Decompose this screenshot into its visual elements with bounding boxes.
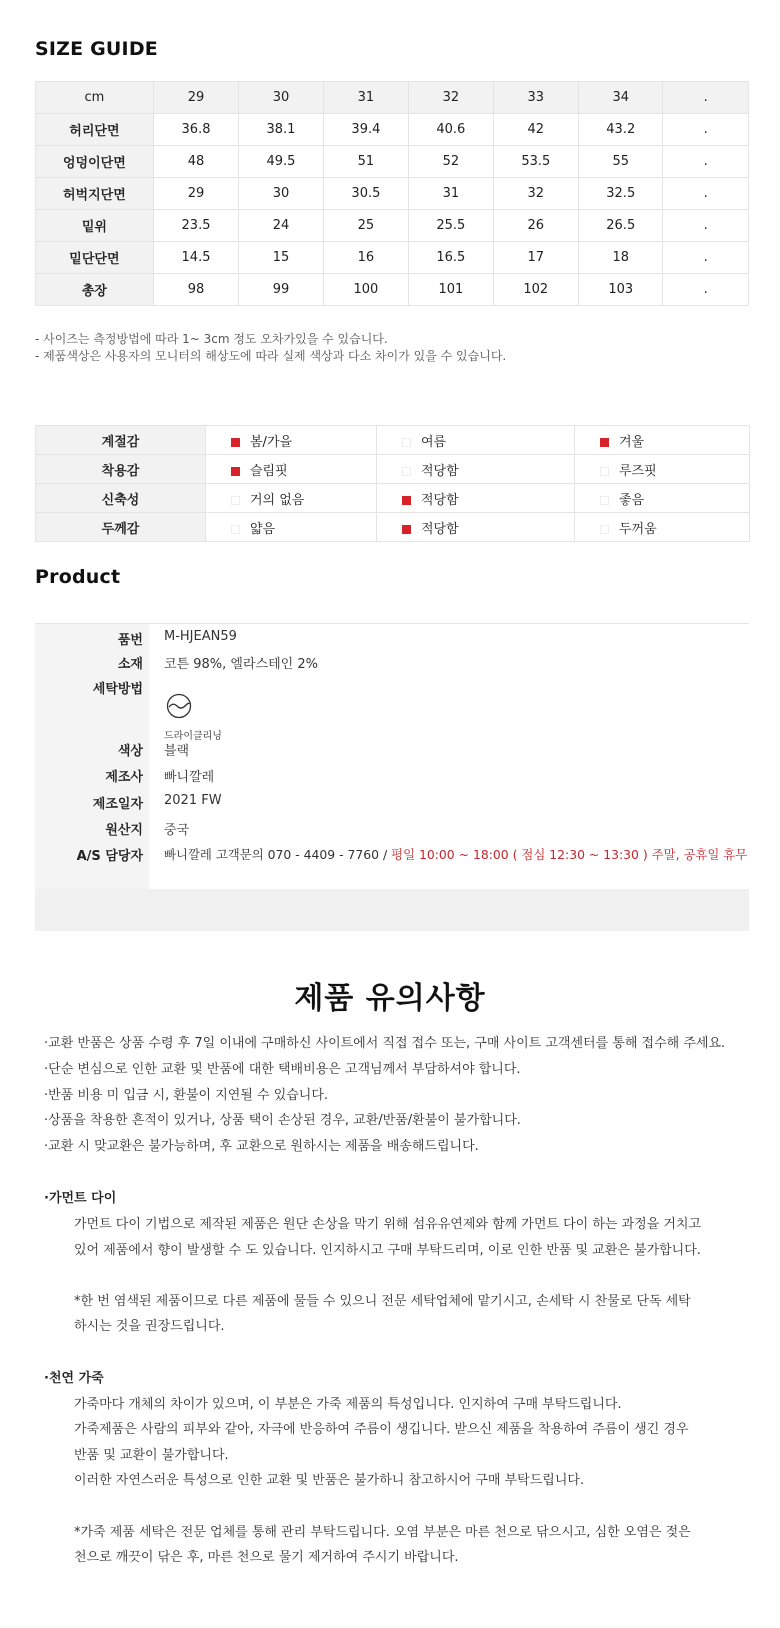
measure-value: 36.8: [153, 114, 238, 146]
notice-line: 반품 및 교환이 불가합니다.: [74, 1448, 229, 1463]
size-column-header: 32: [409, 82, 493, 114]
option-label: 여름: [421, 434, 447, 450]
notice-line: 천으로 깨끗이 닦은 후, 마른 천으로 물기 제거하여 주시기 바랍니다.: [74, 1550, 459, 1565]
measure-value: 30.5: [323, 178, 408, 210]
measure-value: 101: [409, 274, 493, 306]
measure-value: 40.6: [409, 114, 493, 146]
attribute-label: 두께감: [36, 513, 206, 542]
size-note: - 사이즈는 측정방법에 따라 1~ 3cm 정도 오차가있을 수 있습니다.: [35, 332, 388, 346]
measure-label: 총장: [36, 274, 154, 306]
wash-label: 드라이클리닝: [164, 731, 222, 742]
notice-line: 가죽제품은 사람의 피부와 같아, 자극에 반응하여 주름이 생깁니다. 받으신 제품을 착용하여 주름이 생긴 경우: [74, 1422, 689, 1437]
attribute-row: [36, 455, 750, 484]
measure-value: .: [663, 114, 749, 146]
attribute-option: [377, 513, 575, 542]
measure-value: 52: [409, 146, 493, 178]
attribute-option: [575, 484, 750, 513]
option-label: 슬림핏: [250, 463, 288, 479]
attribute-row: [36, 484, 750, 513]
notice-line: 있어 제품에서 향이 발생할 수 도 있습니다. 인지하시고 구매 부탁드리며, 이로 인한 반품 및 교환은 불가합니다.: [74, 1243, 701, 1258]
value: 블랙: [164, 744, 190, 759]
wash-method: [164, 693, 224, 742]
unchecked-box-icon: [600, 467, 609, 476]
value: 중국: [164, 823, 190, 838]
size-row: [36, 242, 749, 274]
size-row: [36, 146, 749, 178]
product-table-footer: [35, 889, 749, 931]
notice-line: 가먼트 다이 기법으로 제작된 제품은 원단 손상을 막기 위해 섬유유연제와 함께 가먼트 다이 하는 과정을 거치고: [74, 1217, 702, 1232]
measure-value: 25.5: [409, 210, 493, 242]
attribute-option: [377, 426, 575, 455]
value: 2021 FW: [164, 793, 222, 808]
measure-value: 14.5: [153, 242, 238, 274]
attribute-option: [206, 455, 377, 484]
measure-value: 26: [493, 210, 578, 242]
size-row: [36, 178, 749, 210]
measure-label: 허리단면: [36, 114, 154, 146]
as-contact: 빠니깔레 고객문의 070 - 4409 - 7760 /: [164, 847, 392, 862]
measure-value: .: [663, 210, 749, 242]
measure-value: 17: [493, 242, 578, 274]
unit-header: cm: [36, 82, 154, 114]
attribute-option: [206, 513, 377, 542]
product-title: Product: [35, 566, 121, 588]
notice-title: 제품 유의사항: [294, 981, 486, 1016]
attribute-option: [377, 484, 575, 513]
option-label: 얇음: [250, 521, 276, 537]
checked-box-icon: [600, 438, 609, 447]
measure-value: 32: [493, 178, 578, 210]
measure-value: .: [663, 274, 749, 306]
option-label: 좋음: [619, 492, 645, 508]
notice-line: ·교환 반품은 상품 수령 후 7일 이내에 구매하신 사이트에서 직접 접수 또는, 구매 사이트 고객센터를 통해 접수해 주세요.: [44, 1036, 726, 1051]
checked-box-icon: [402, 496, 411, 505]
notice-line: ·반품 비용 미 입금 시, 환불이 지연될 수 있습니다.: [44, 1088, 329, 1103]
measure-value: 32.5: [579, 178, 663, 210]
size-note: - 제품색상은 사용자의 모니터의 해상도에 따라 실제 색상과 다소 차이가 있을 수 있습니다.: [35, 349, 507, 363]
measure-value: 18: [579, 242, 663, 274]
label: 색상: [117, 744, 143, 759]
measure-label: 밑위: [36, 210, 154, 242]
measure-value: 48: [153, 146, 238, 178]
size-table: [35, 81, 749, 306]
measure-value: 43.2: [579, 114, 663, 146]
measure-value: 55: [579, 146, 663, 178]
measure-value: 25: [323, 210, 408, 242]
checked-box-icon: [231, 438, 240, 447]
measure-value: 42: [493, 114, 578, 146]
measure-label: 허벅지단면: [36, 178, 154, 210]
leather-heading: ·천연 가죽: [44, 1371, 104, 1386]
size-row: [36, 210, 749, 242]
value: 코튼 98%, 엘라스테인 2%: [164, 657, 318, 672]
unchecked-box-icon: [402, 438, 411, 447]
value: [164, 845, 747, 863]
attribute-label: 계절감: [36, 426, 206, 455]
attribute-option: [575, 513, 750, 542]
label: 제조일자: [92, 797, 143, 812]
attribute-row: [36, 513, 750, 542]
size-header-row: [36, 82, 749, 114]
size-column-header: 31: [323, 82, 408, 114]
measure-value: 31: [409, 178, 493, 210]
size-column-header: 34: [579, 82, 663, 114]
attribute-option: [206, 484, 377, 513]
size-row: [36, 114, 749, 146]
option-label: 적당함: [421, 492, 459, 508]
measure-label: 엉덩이단면: [36, 146, 154, 178]
label: 제조사: [105, 770, 143, 785]
measure-value: 51: [323, 146, 408, 178]
measure-label: 밑단단면: [36, 242, 154, 274]
option-label: 겨울: [619, 434, 645, 450]
attribute-label: 착용감: [36, 455, 206, 484]
measure-value: 100: [323, 274, 408, 306]
measure-value: 29: [153, 178, 238, 210]
unchecked-box-icon: [402, 467, 411, 476]
label: 품번: [117, 633, 143, 648]
checked-box-icon: [231, 467, 240, 476]
option-label: 거의 없음: [250, 492, 305, 508]
attribute-option: [206, 426, 377, 455]
measure-value: 39.4: [323, 114, 408, 146]
size-column-header: .: [663, 82, 749, 114]
option-label: 루즈핏: [619, 463, 657, 479]
notice-line: ·상품을 착용한 흔적이 있거나, 상품 택이 손상된 경우, 교환/반품/환불이 불가합니다.: [44, 1113, 521, 1128]
attribute-option: [575, 426, 750, 455]
value: M-HJEAN59: [164, 629, 237, 644]
measure-value: 26.5: [579, 210, 663, 242]
attribute-option: [575, 455, 750, 484]
measure-value: 98: [153, 274, 238, 306]
notice-line: ·단순 변심으로 인한 교환 및 반품에 대한 택배비용은 고객님께서 부담하셔야 합니다.: [44, 1062, 521, 1077]
measure-value: .: [663, 242, 749, 274]
unchecked-box-icon: [231, 496, 240, 505]
measure-value: 16.5: [409, 242, 493, 274]
label: A/S 담당자: [76, 849, 143, 864]
value: 빠니깔레: [164, 770, 215, 785]
measure-value: 15: [239, 242, 323, 274]
measure-value: .: [663, 146, 749, 178]
label: 세탁방법: [92, 682, 143, 697]
unchecked-box-icon: [600, 525, 609, 534]
option-label: 적당함: [421, 521, 459, 537]
garment-dye-heading: ·가먼트 다이: [44, 1191, 117, 1206]
measure-value: 38.1: [239, 114, 323, 146]
measure-value: .: [663, 178, 749, 210]
label: 원산지: [105, 823, 143, 838]
product-info-table: [35, 623, 749, 931]
size-guide-title: SIZE GUIDE: [35, 38, 158, 60]
measure-value: 99: [239, 274, 323, 306]
size-column-header: 33: [493, 82, 578, 114]
size-row: [36, 274, 749, 306]
notice-line: 가죽마다 개체의 차이가 있으며, 이 부분은 가죽 제품의 특성입니다. 인지하여 구매 부탁드립니다.: [74, 1397, 622, 1412]
measure-value: 102: [493, 274, 578, 306]
measure-value: 103: [579, 274, 663, 306]
option-label: 적당함: [421, 463, 459, 479]
measure-value: 49.5: [239, 146, 323, 178]
notice-line: *한 번 염색된 제품이므로 다른 제품에 물들 수 있으니 전문 세탁업체에 맡기시고, 손세탁 시 찬물로 단독 세탁: [74, 1294, 691, 1309]
unchecked-box-icon: [231, 525, 240, 534]
attribute-option: [377, 455, 575, 484]
measure-value: 23.5: [153, 210, 238, 242]
measure-value: 30: [239, 178, 323, 210]
notice-line: ·교환 시 맞교환은 불가능하며, 후 교환으로 원하시는 제품을 배송해드립니다.: [44, 1139, 479, 1154]
measure-value: 24: [239, 210, 323, 242]
option-label: 봄/가을: [250, 434, 293, 450]
size-column-header: 29: [153, 82, 238, 114]
notice-line: 하시는 것을 권장드립니다.: [74, 1319, 225, 1334]
attribute-label: 신축성: [36, 484, 206, 513]
as-hours: 평일 10:00 ~ 18:00 ( 점심 12:30 ~ 13:30 ) 주말, 공휴일 휴무: [391, 847, 748, 862]
attribute-row: [36, 426, 750, 455]
option-label: 두꺼움: [619, 521, 657, 537]
unchecked-box-icon: [600, 496, 609, 505]
checked-box-icon: [402, 525, 411, 534]
measure-value: 16: [323, 242, 408, 274]
notice-line: 이러한 자연스러운 특성으로 인한 교환 및 반품은 불가하니 참고하시어 구매 부탁드립니다.: [74, 1473, 585, 1488]
dry-clean-icon: [164, 693, 194, 719]
notice-line: *가죽 제품 세탁은 전문 업체를 통해 관리 부탁드립니다. 오염 부분은 마른 천으로 닦으시고, 심한 오염은 젖은: [74, 1525, 691, 1540]
label: 소재: [117, 657, 143, 672]
size-notes: [35, 331, 506, 365]
size-column-header: 30: [239, 82, 323, 114]
measure-value: 53.5: [493, 146, 578, 178]
attribute-table: [35, 425, 750, 542]
